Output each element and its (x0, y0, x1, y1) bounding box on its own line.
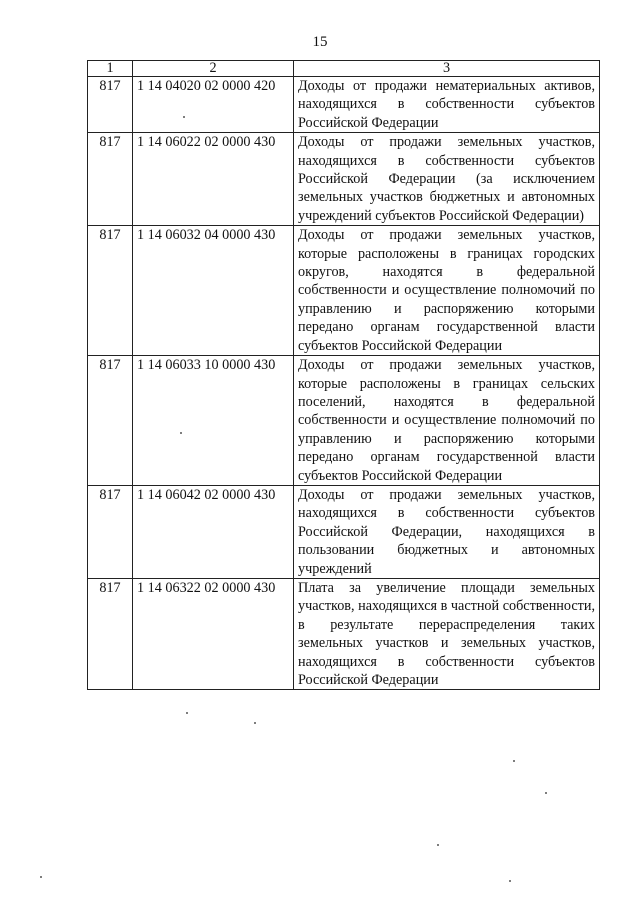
table-header-row (88, 61, 600, 77)
admin-code-cell: 817 (88, 133, 133, 226)
admin-code-cell: 817 (88, 485, 133, 578)
scan-speck (254, 722, 256, 724)
scan-speck (509, 880, 511, 882)
header-col-1: 1 (88, 61, 133, 77)
table-row (88, 356, 600, 486)
scan-speck (40, 876, 42, 878)
admin-code-cell: 817 (88, 578, 133, 689)
admin-code-cell: 817 (88, 226, 133, 356)
revenue-name-cell: Доходы от продажи нематериальных активов, находящихся в собственности субъектов Российской Федерации (294, 77, 600, 133)
table-row (88, 133, 600, 226)
revenue-name-cell: Доходы от продажи земельных участков, находящихся в собственности субъектов Российской Федерации, находящихся в пользовании бюджетных и автономных учреждений (294, 485, 600, 578)
scan-speck (437, 844, 439, 846)
scan-speck (180, 432, 182, 434)
header-col-3: 3 (294, 61, 600, 77)
table-row (88, 77, 600, 133)
admin-code-cell: 817 (88, 356, 133, 486)
budget-code-cell: 1 14 06032 04 0000 430 (133, 226, 294, 356)
revenue-name-cell: Плата за увеличение площади земельных участков, находящихся в частной собственности, в результате перераспределения таких земельных участков и земельных участков, находящихся в собственности субъектов Российской Федерации (294, 578, 600, 689)
table-row (88, 226, 600, 356)
budget-code-cell: 1 14 06022 02 0000 430 (133, 133, 294, 226)
budget-code-cell: 1 14 06322 02 0000 430 (133, 578, 294, 689)
revenue-name-cell: Доходы от продажи земельных участков, которые расположены в границах городских округов, находятся в федеральной собственности и осуществление полномочий по управлению и распоряжению которыми передано органам государственной власти субъектов Российской Федерации (294, 226, 600, 356)
budget-code-cell: 1 14 04020 02 0000 420 (133, 77, 294, 133)
scan-speck (183, 116, 185, 118)
table-row (88, 485, 600, 578)
budget-code-cell: 1 14 06042 02 0000 430 (133, 485, 294, 578)
scan-speck (545, 792, 547, 794)
revenue-name-cell: Доходы от продажи земельных участков, находящихся в собственности субъектов Российской Федерации (за исключением земельных участков бюджетных и автономных учреждений субъектов Российской Федерации) (294, 133, 600, 226)
budget-code-cell: 1 14 06033 10 0000 430 (133, 356, 294, 486)
page-number: 15 (312, 34, 328, 50)
admin-code-cell: 817 (88, 77, 133, 133)
scan-speck (186, 712, 188, 714)
revenue-name-cell: Доходы от продажи земельных участков, которые расположены в границах сельских поселений, находятся в федеральной собственности и осуществление полномочий по управлению и распоряжению которыми передано органам государственной власти субъектов Российской Федерации (294, 356, 600, 486)
table-row (88, 578, 600, 689)
revenue-codes-table (87, 60, 600, 690)
scan-speck (513, 760, 515, 762)
header-col-2: 2 (133, 61, 294, 77)
